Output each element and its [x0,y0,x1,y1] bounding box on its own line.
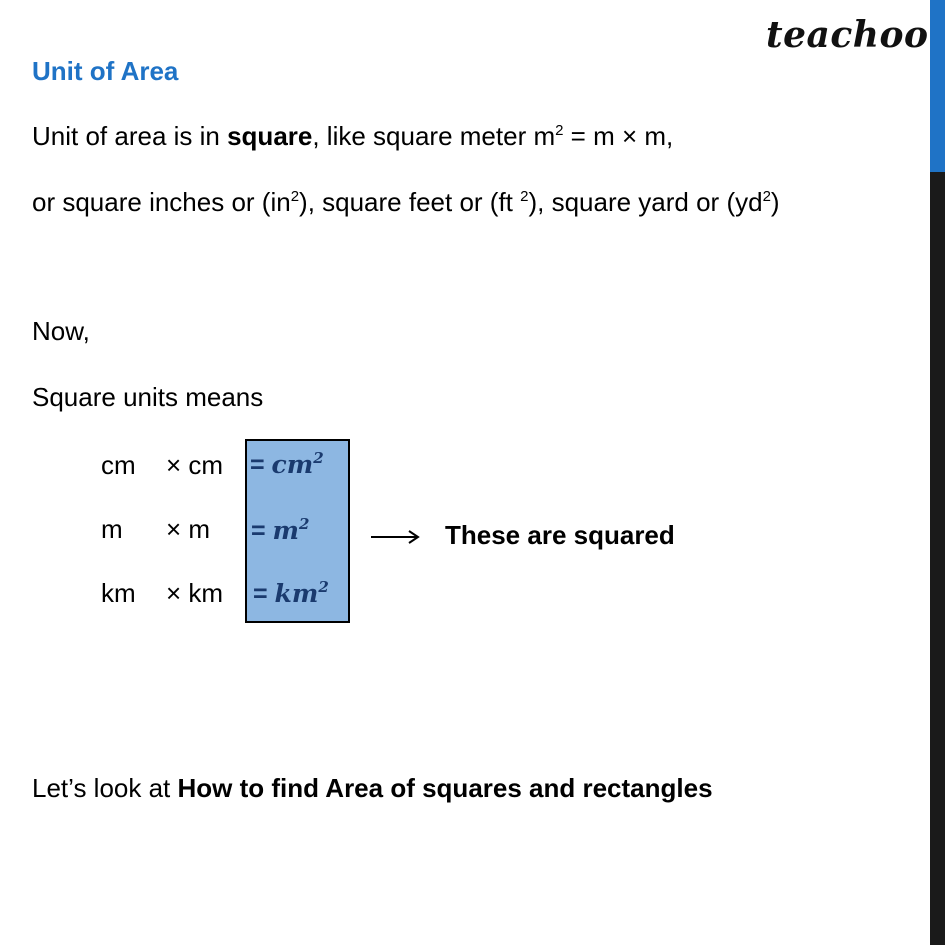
square-units-means-line: Square units means [32,382,264,412]
equation-cm-squared: = $cm^2$ [250,449,324,479]
next-topic-line: Let’s look at How to find Area of squares and rectangles [32,773,713,803]
row-left-term: cm [101,450,136,480]
row-right-term: × km [166,578,224,608]
equation-km-squared: = $km^2$ [253,578,329,608]
row-right-term: × m [166,514,211,544]
arrow-right-icon [370,525,422,549]
scrollbar-thumb[interactable] [930,0,945,172]
row-right-term: × cm [166,450,224,480]
teachoo-logo: teachoo [766,14,929,56]
equation-m-squared: = $m^2$ [251,515,310,545]
row-left-term: m [101,514,123,544]
unit-of-area-line: Unit of area is in square, like square meter $m^2 = m \times m$, [32,121,674,151]
now-line: Now, [32,316,90,346]
section-heading: Unit of Area [32,56,179,86]
square-units-examples-line: or square inches or $(in^2)$, square feet or (ft $^2$), square yard or $(yd^2)$ [32,187,780,217]
row-left-term: km [101,578,136,608]
these-are-squared-label: These are squared [445,520,675,550]
